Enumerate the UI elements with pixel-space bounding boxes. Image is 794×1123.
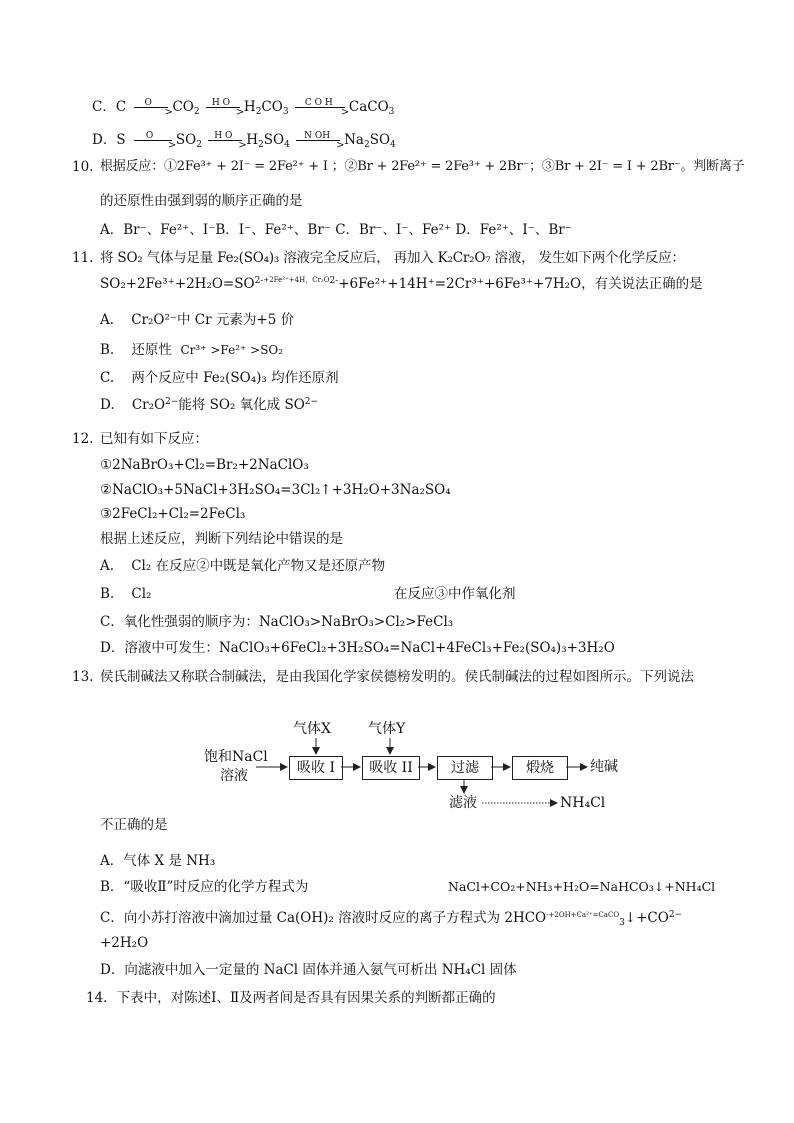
q10-options: A．Br⁻、Fe²⁺、I⁻B．I⁻、Fe²⁺、Br⁻ C．Br⁻、I⁻、Fe²⁺ D．Fe²⁺、I⁻、Br⁻ (100, 222, 572, 238)
q13-option-c-continued: +2H₂O (100, 935, 149, 951)
q11-option-d: D. $Cr_2O^{2-}$能将 SO₂ 氧化成 $SO^{2-}$ (100, 397, 319, 413)
q13-option-b-equation: NaCl+CO₂+NH₃+H₂O=NaHCO₃↓+NH₄Cl (448, 879, 716, 894)
q12-option-a: A. Cl₂ 在反应②中既是氧化产物又是还原产物 (100, 558, 386, 574)
q13-stem-line1: 侯氏制碱法又称联合制碱法，是由我国化学家侯德榜发明的。侯氏制碱法的过程如图所示。下列说法 (100, 669, 694, 685)
flow-input-label-line1: 饱和NaCl (204, 749, 268, 765)
q12-option-b-text: 在反应③中作氧化剂 (394, 586, 516, 602)
q11-option-b: B. 还原性 Cr³⁺ >Fe²⁺ >SO₂ (100, 342, 284, 358)
question-number-10: 10. (72, 159, 94, 175)
q13-stem-line2: 不正确的是 (100, 817, 168, 833)
q12-reaction-3: ③2FeCl₂+Cl₂=2FeCl₃ (100, 506, 246, 522)
flow-filtrate-label: 滤液 (449, 795, 477, 811)
flow-product-label: 纯碱 (590, 759, 618, 775)
q12-reaction-1: ①2NaBrO₃+Cl₂=Br₂+2NaClO₃ (100, 457, 309, 473)
q12-option-d: D．溶液中可发生：NaClO₃+6FeCl₂+3H₂SO₄=NaCl+4FeCl₃+Fe₂(SO₄)₃+3H₂O (100, 640, 615, 656)
question-number-11: 11. (72, 250, 94, 266)
q13-option-a: A．气体 X 是 NH₃ (100, 853, 216, 869)
q12-option-b-label: B. Cl₂ (100, 586, 152, 602)
q12-question: 根据上述反应，判断下列结论中错误的是 (100, 531, 343, 547)
q11-stem-line1: 将 SO₂ 气体与足量 Fe₂(SO₄)₃ 溶液完全反应后， 再加入 K₂Cr₂O₇ 溶液， 发生如下两个化学反应： (100, 250, 685, 266)
flow-box-filter: 过滤 (437, 756, 493, 780)
flow-nh4cl-label: NH₄Cl (560, 795, 606, 811)
q11-option-a: A. Cr₂O²⁻中 Cr 元素为+5 价 (100, 312, 295, 328)
q11-option-c: C. 两个反应中 Fe₂(SO₄)₃ 均作还原剂 (100, 370, 339, 386)
flow-input-label-line2: 溶液 (220, 768, 248, 784)
q13-option-d: D．向滤液中加入一定量的 NaCl 固体并通入氨气可析出 NH₄Cl 固体 (100, 962, 517, 978)
flow-box-absorb-1: 吸收 I (289, 756, 343, 780)
q10-stem-line2: 的还原性由强到弱的顺序正确的是 (100, 193, 303, 209)
flow-gas-x-label: 气体X (293, 721, 331, 737)
q11-stem-line2: $SO_2+2Fe^{3+}+2H_2O=SO^{2-+2Fe^{2+}+4H,Cr_2O2-}+6Fe^{2+}+14H^+=2Cr^{3+}+6Fe^{3+}+7H_2O$，有关说法正确的是 (100, 276, 703, 292)
flow-gas-y-label: 气体Y (368, 721, 406, 737)
q12-intro: 已知有如下反应： (100, 431, 208, 447)
q12-option-c: C．氧化性强弱的顺序为：NaClO₃>NaBrO₃>Cl₂>FeCl₃ (100, 614, 454, 630)
flow-box-absorb-2: 吸收 II (362, 756, 420, 780)
q10-stem-line1: 根据反应：①2Fe³⁺ + 2I⁻ = 2Fe²⁺ + I ；②Br + 2Fe²⁺ = 2Fe³⁺ + 2Br⁻；③Br + 2I⁻ = I + 2Br⁻。判断离子 (100, 159, 745, 174)
q9-option-c: C．C O > $CO_2$ H O > $H_2CO_3$ C O H > CaCO$_3$ (92, 98, 395, 118)
q12-reaction-2: ②NaClO₃+5NaCl+3H₂SO₄=3Cl₂↑+3H₂O+3Na₂SO₄ (100, 482, 451, 498)
question-number-13: 13. (72, 669, 94, 685)
q13-option-c: C．向小苏打溶液中滴加过量 Ca(OH)₂ 溶液时反应的离子方程式为 $2HCO^{-+2OH+Ca^{2+}=CaCO}_3↓+CO^{2-}$ (100, 910, 683, 928)
flow-box-calcine: 煅烧 (512, 756, 568, 780)
question-number-12: 12. (72, 431, 94, 447)
q14-stem: 14．下表中，对陈述Ⅰ、Ⅱ及两者间是否具有因果关系的判断都正确的 (86, 990, 496, 1006)
q9-option-d: D．S O > $SO_2$ H O > $H_2SO_4$ N OH > $Na_2SO_4$ (92, 131, 396, 151)
q13-option-b-label: B．“吸收Ⅱ”时反应的化学方程式为 (100, 879, 309, 895)
